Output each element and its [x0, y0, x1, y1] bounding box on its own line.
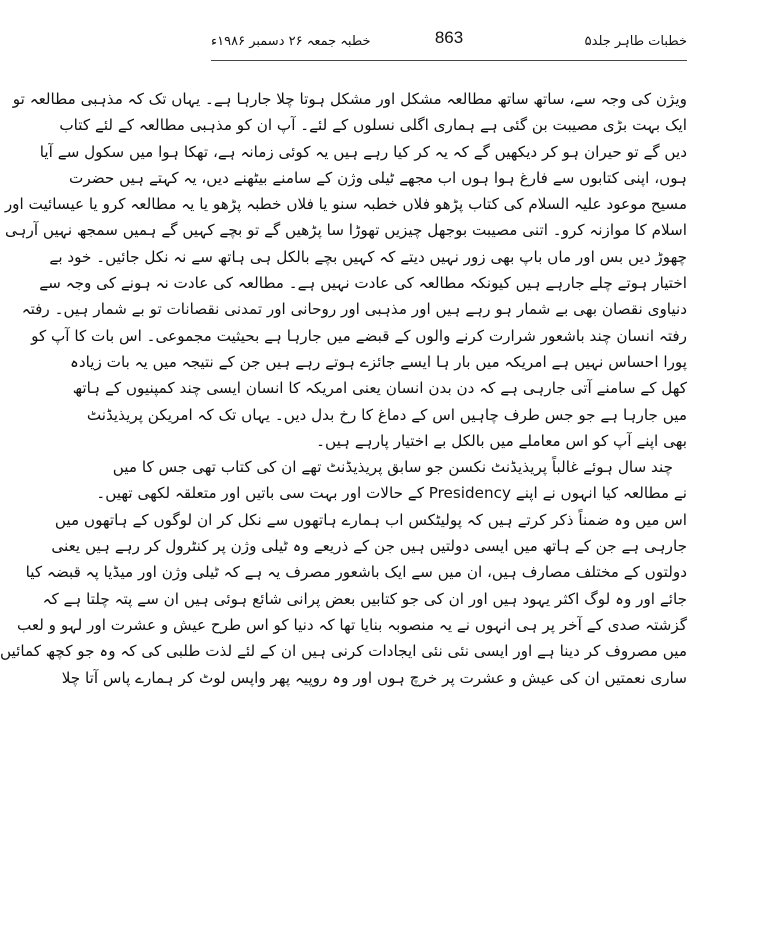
text-line: مسیح موعود علیہ السلام کی کتاب پڑھو فلاں خطبہ سنو یا فلاں خطبہ پڑھو یا یہ مطالعہ کرو یا عیسائیت اور [4, 195, 687, 214]
text-line: دولتوں کے مختلف مصارف ہیں، ان میں سے ایک باشعور مصرف یہ ہے کہ ٹیلی وژن اور میڈیا پہ قبضہ کیا [25, 563, 687, 582]
text-line: رفتہ انسان چند باشعور شرارت کرنے والوں کے قبضے میں جارہا ہے بحیثیت مجموعی۔ اس بات کا آپ کو [31, 326, 687, 345]
text-line: ساری نعمتیں ان کی عیش و عشرت پر خرچ ہوں اور وہ روپیہ پھر واپس لوٹ کر ہمارے پاس آتا چلا [61, 668, 687, 687]
text-line: کھل کے سامنے آتی جارہی ہے کہ دن بدن انسان یعنی امریکہ کا انسان ایسی چند کمپنیوں کے ہاتھ [72, 379, 687, 398]
text-line: اختیار ہوتے چلے جارہے ہیں کیونکہ مطالعہ کی عادت نہیں ہے۔ مطالعہ کی عادت نہ ہونے کی وجہ سے [39, 274, 687, 293]
page-header [211, 26, 687, 56]
text-line: دنیاوی نقصان بھی بے شمار ہو رہے ہیں اور مذہبی اور روحانی اور تمدنی نقصانات تو بے شمار ہیں۔ رفتہ [21, 300, 687, 319]
text-line: دیں گے تو حیران ہو کر دیکھیں گے کہ یہ کر کیا رہے ہیں یہ کوئی زمانہ ہے، تھکا ہوا میں سکول سے آیا [39, 142, 687, 161]
text-line: ویژن کی وجہ سے، ساتھ ساتھ مطالعہ مشکل اور مشکل ہوتا چلا جارہا ہے۔ یہاں تک کہ مذہبی مطالعہ تو [12, 90, 687, 108]
text-line: بھی اپنے آپ کو اس معاملے میں بالکل بے اختیار پارہے ہیں۔ [316, 431, 687, 450]
text-line: اس میں وہ ضمناً ذکر کرتے ہیں کہ پولیٹکس اب ہمارے ہاتھوں سے نکل کر ان لوگوں کے ہاتھوں میں [54, 510, 687, 529]
text-line: جائے اور وہ لوگ اکثر یہود ہیں اور ان کی جو کتابیں بعض پرانی شائع ہوئی ہیں ان سے پتہ چلتا ہے کہ [42, 589, 687, 608]
text-line: نے مطالعہ کیا انہوں نے اپنے Presidency کے حالات اور بہت سی باتیں اور متعلقہ لکھی تھیں۔ [96, 484, 687, 503]
text-line: میں جارہا ہے جو جس طرف چاہیں اس کے دماغ کا رخ بدل دیں۔ یہاں تک کہ امریکن پریذیڈنٹ [86, 405, 687, 424]
text-line: پورا احساس نہیں ہے امریکہ میں بار ہا ایسے جائزے ہوتے رہے ہیں جن کے نتیجہ میں یہ بات زیادہ [69, 352, 687, 371]
book-title: خطبات طاہر جلد۵ [584, 34, 687, 49]
text-line: چھوڑ دیں بس اور ماں باپ بھی زور نہیں دیتے کہ کہیں بچے بالکل ہی ہاتھ سے نہ نکل جائیں۔ خود بے [49, 247, 687, 266]
text-line: ہوں، اپنی کتابوں سے فارغ ہوا ہوں اب مجھے ٹیلی وژن کے سامنے بیٹھنے دیں، یہ کہتے ہیں حضرت [69, 168, 687, 187]
page-number: 863 [434, 28, 464, 47]
text-line: چند سال ہوئے غالباً پریذیڈنٹ نکسن جو سابق پریذیڈنٹ تھے ان کی کتاب تھی جس کا میں [112, 458, 673, 477]
text-line: اسلام کا موازنہ کرو۔ اتنی مصیبت بوجھل چیزیں تھوڑا سا پڑھیں گے تو بچے کہیں گے ہمیں سمجھ نہیں آرہی [4, 221, 687, 240]
text-line: ایک بہت بڑی مصیبت بن گئی ہے ہماری اگلی نسلوں کے لئے۔ آپ ان کو مذہبی مطالعہ کے لئے کتاب [59, 116, 687, 135]
text-line: گزشتہ صدی کے آخر پر ہی انہوں نے یہ منصوبہ بنایا تھا کہ دنیا کو اس طرح عیش و عشرت اور لہو و لعب [16, 615, 687, 634]
body-text [0, 86, 687, 691]
sermon-date: خطبہ جمعہ ۲۶ دسمبر ۱۹۸۶ء [211, 34, 371, 49]
header-divider [211, 60, 687, 61]
text-line: میں مصروف کر دینا ہے اور ایسی نئی نئی ایجادات کرنی ہیں ان کے لئے لذت طلبی کی کہ وہ جو کچھ کمائیں [0, 642, 687, 661]
text-line: جارہی ہے جن کے ہاتھ میں ایسی دولتیں ہیں جن کے ذریعے وہ ٹیلی وژن پر کنٹرول کر رہے ہیں یعنی [51, 537, 687, 556]
